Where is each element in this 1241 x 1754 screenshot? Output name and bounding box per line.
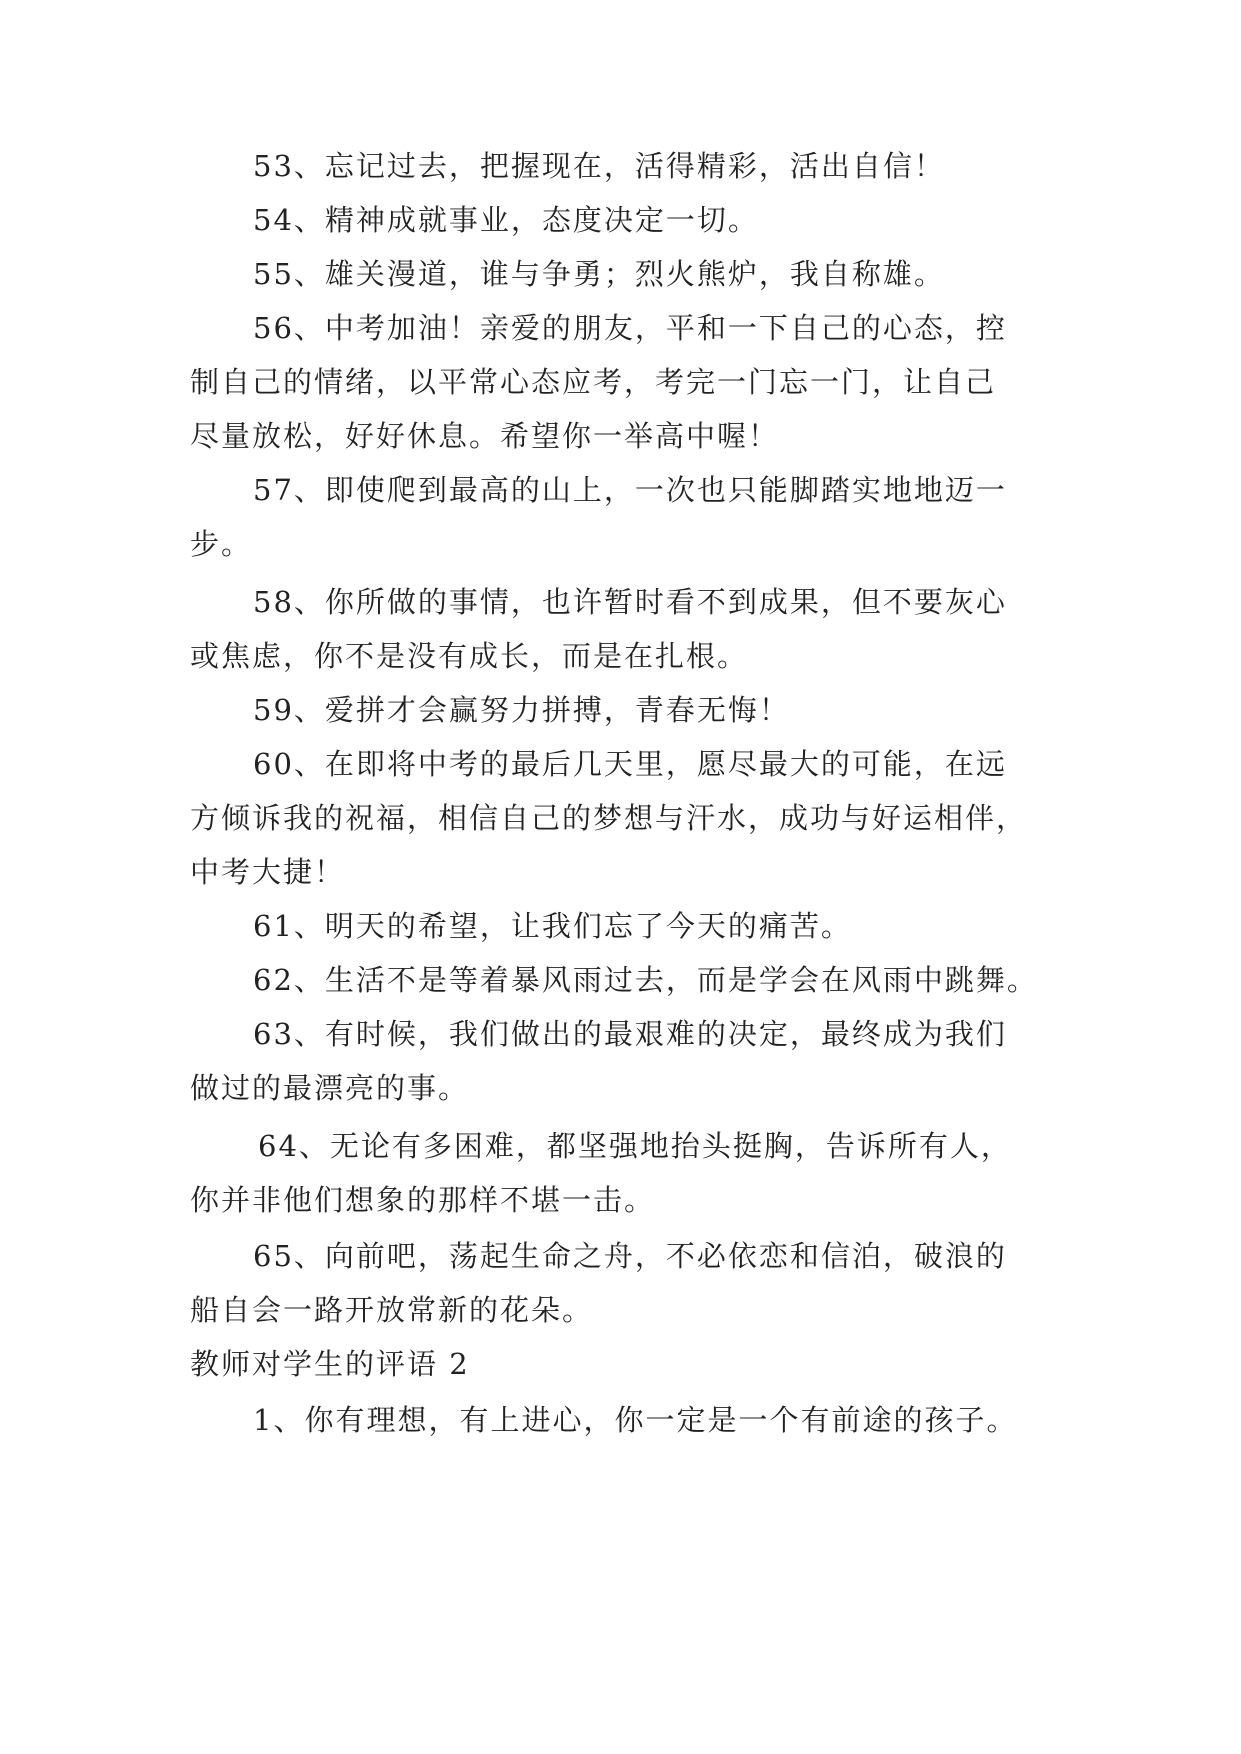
paragraph-57-line-1: 57、即使爬到最高的山上，一次也只能脚踏实地地迈一 bbox=[253, 473, 1007, 507]
paragraph-61: 61、明天的希望，让我们忘了今天的痛苦。 bbox=[253, 909, 852, 943]
section-heading: 教师对学生的评语 2 bbox=[190, 1347, 470, 1381]
paragraph-54: 54、精神成就事业，态度决定一切。 bbox=[253, 203, 759, 237]
paragraph-57-line-2: 步。 bbox=[190, 527, 253, 561]
paragraph-63-line-2: 做过的最漂亮的事。 bbox=[190, 1071, 470, 1105]
paragraph-63-line-1: 63、有时候，我们做出的最艰难的决定，最终成为我们 bbox=[253, 1017, 1007, 1051]
paragraph-55: 55、雄关漫道，谁与争勇；烈火熊炉，我自称雄。 bbox=[253, 257, 945, 291]
paragraph-60-line-3: 中考大捷！ bbox=[190, 855, 346, 889]
paragraph-56-line-2: 制自己的情绪，以平常心态应考，考完一门忘一门，让自己 bbox=[190, 365, 997, 399]
paragraph-59: 59、爱拼才会赢努力拼搏，青春无悔！ bbox=[253, 693, 790, 727]
paragraph-60-line-1: 60、在即将中考的最后几天里，愿尽最大的可能，在远 bbox=[253, 747, 1007, 781]
paragraph-53: 53、忘记过去，把握现在，活得精彩，活出自信！ bbox=[253, 149, 945, 183]
paragraph-64-line-1: 64、无论有多困难，都坚强地抬头挺胸，告诉所有人， bbox=[258, 1129, 1012, 1163]
paragraph-65-line-1: 65、向前吧，荡起生命之舟，不必依恋和信泊，破浪的 bbox=[253, 1239, 1007, 1273]
paragraph-65-line-2: 船自会一路开放常新的花朵。 bbox=[190, 1293, 594, 1327]
paragraph-56-line-3: 尽量放松，好好休息。希望你一举高中喔！ bbox=[190, 419, 780, 453]
paragraph-1: 1、你有理想，有上进心，你一定是一个有前途的孩子。 bbox=[253, 1403, 1018, 1437]
paragraph-64-line-2: 你并非他们想象的那样不堪一击。 bbox=[190, 1183, 656, 1217]
paragraph-56-line-1: 56、中考加油！亲爱的朋友，平和一下自己的心态，控 bbox=[253, 311, 1007, 345]
paragraph-62: 62、生活不是等着暴风雨过去，而是学会在风雨中跳舞。 bbox=[253, 963, 1038, 997]
paragraph-58-line-1: 58、你所做的事情，也许暂时看不到成果，但不要灰心 bbox=[253, 585, 1007, 619]
paragraph-58-line-2: 或焦虑，你不是没有成长，而是在扎根。 bbox=[190, 639, 749, 673]
paragraph-60-line-2: 方倾诉我的祝福，相信自己的梦想与汗水，成功与好运相伴， bbox=[190, 801, 1028, 835]
